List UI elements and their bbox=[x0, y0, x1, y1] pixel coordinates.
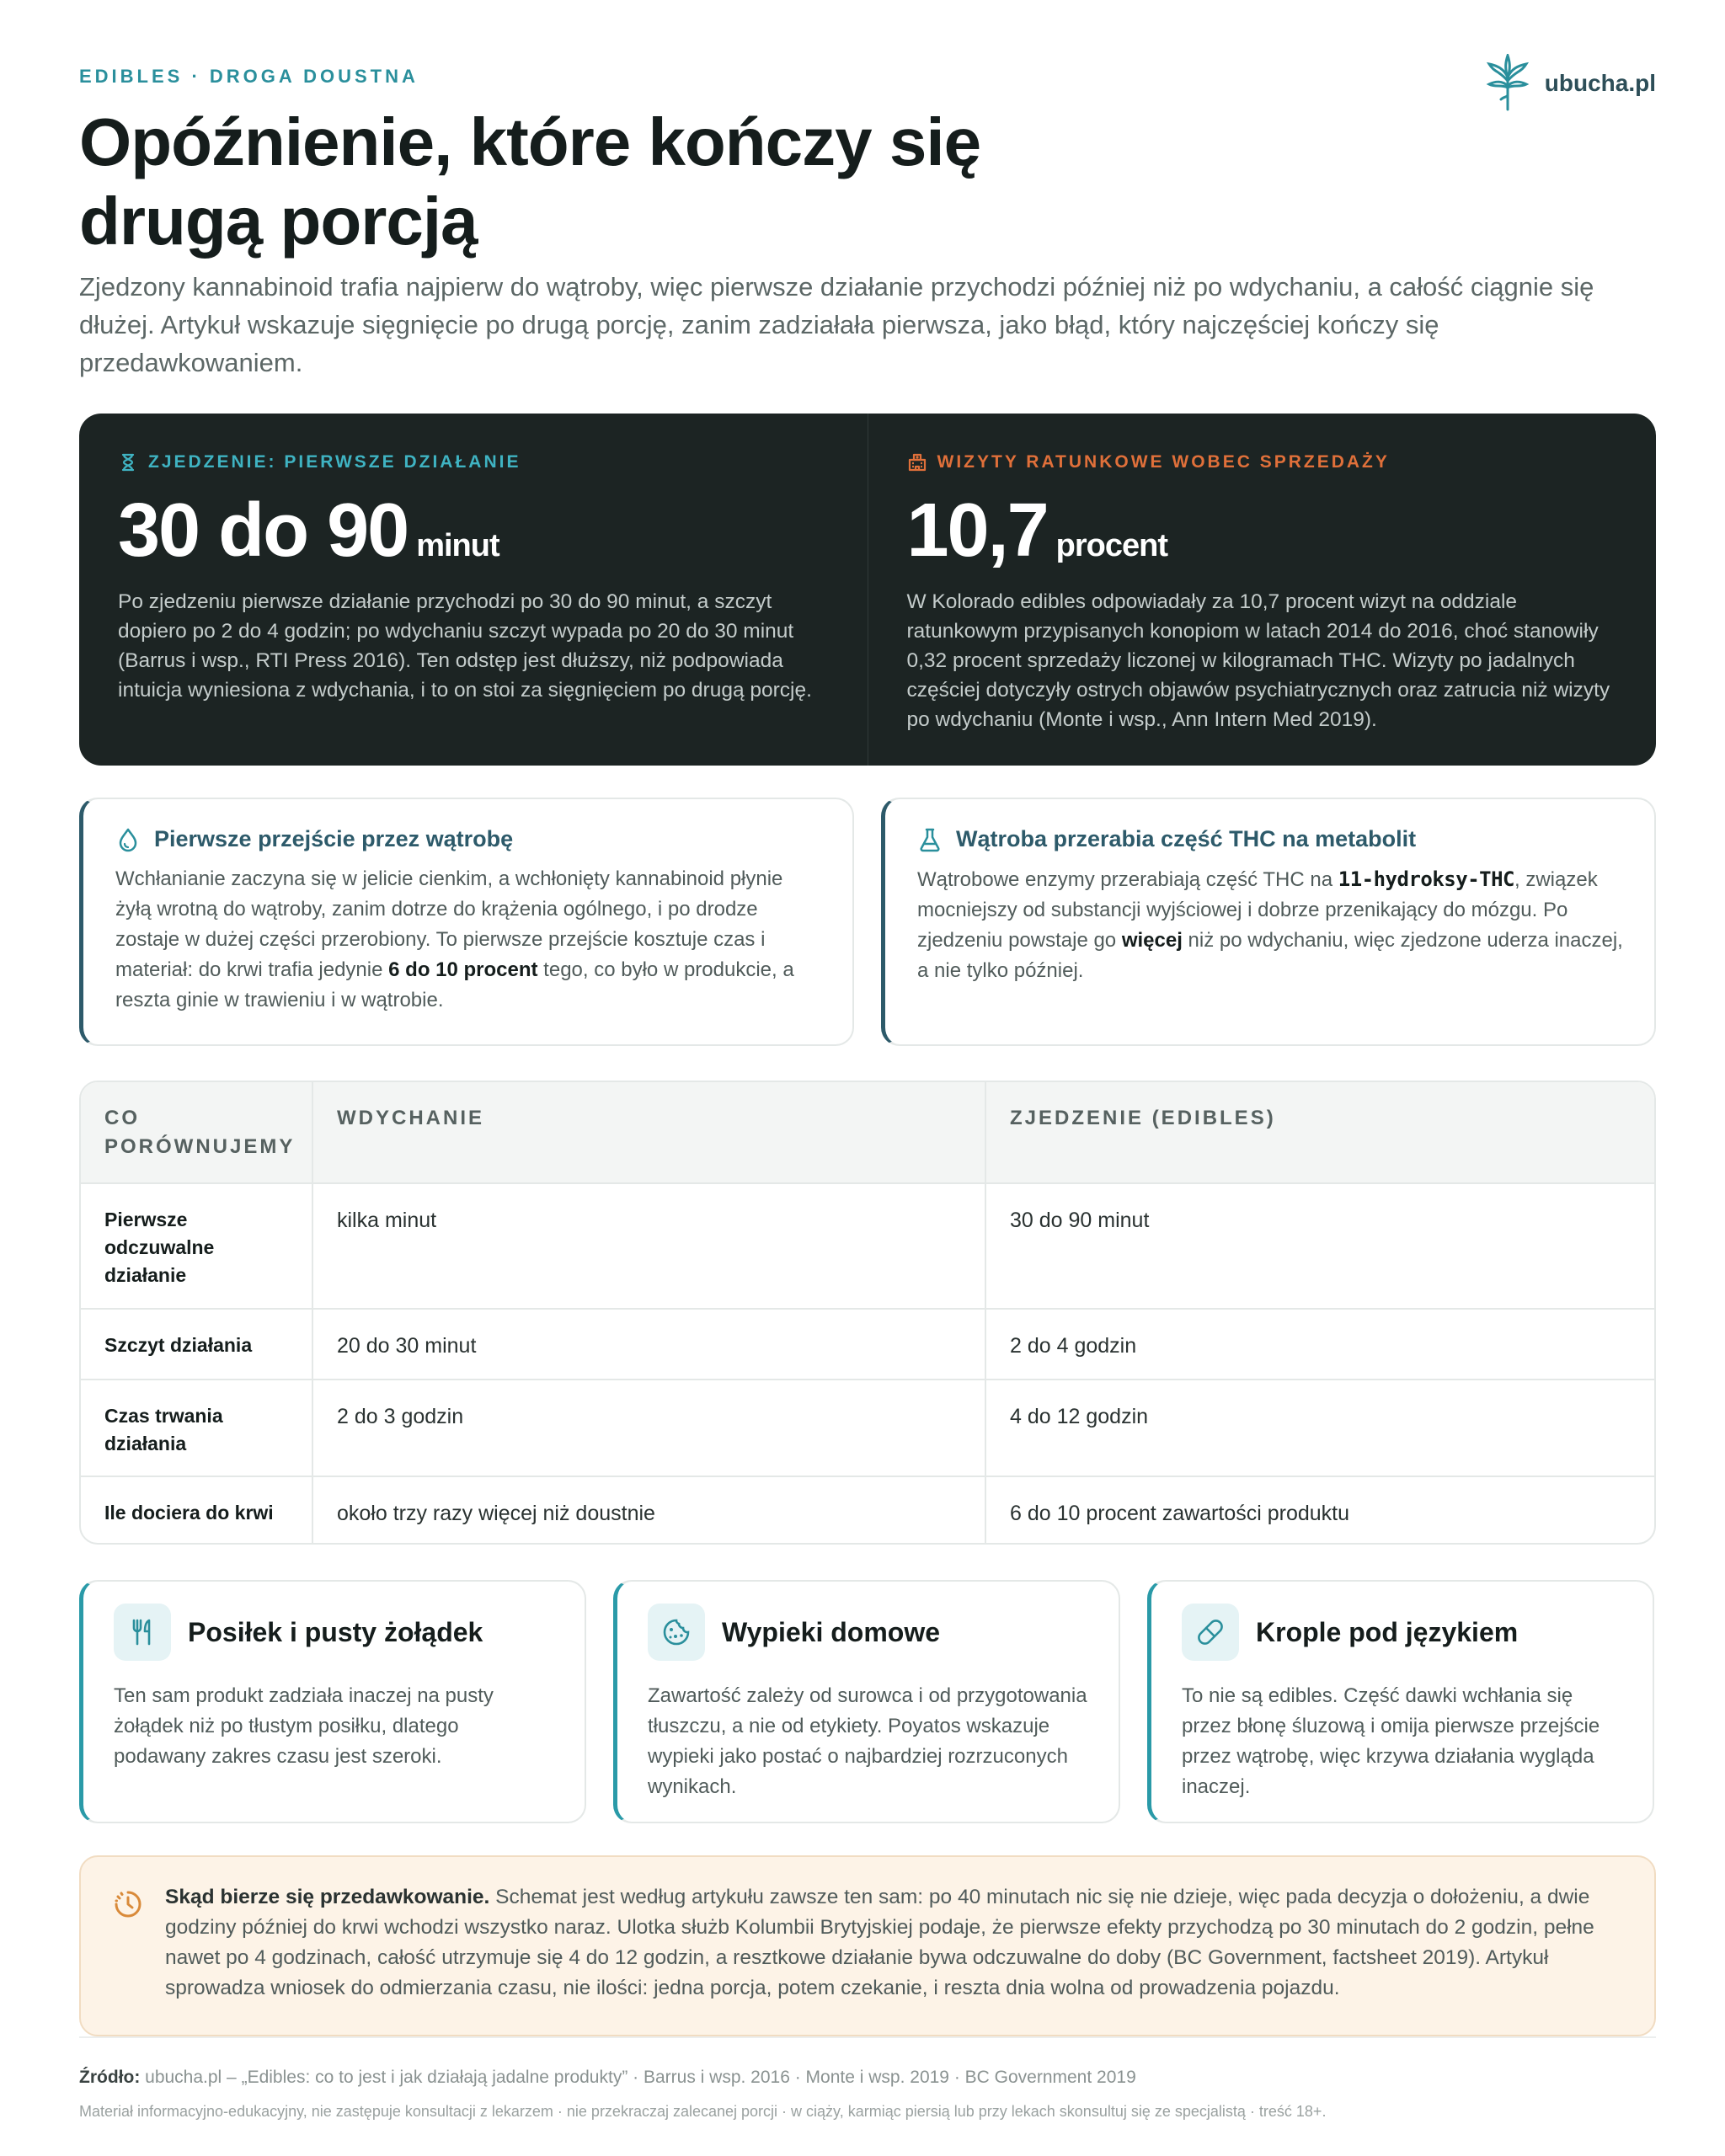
comparison-table bbox=[79, 1081, 1656, 1545]
source-label: Źródło: bbox=[79, 2068, 141, 2087]
pill-icon bbox=[1195, 1617, 1226, 1647]
table-row bbox=[81, 1308, 1654, 1379]
info-card-metabolite bbox=[881, 798, 1656, 1046]
cannabis-leaf-icon bbox=[1482, 54, 1533, 113]
info-card-body bbox=[115, 864, 822, 1016]
info-card-title-text: Wątroba przerabia część THC na metabolit bbox=[956, 826, 1417, 851]
brand-logo[interactable] bbox=[1482, 54, 1656, 113]
stat-onset-label-text: ZJEDZENIE: PIERWSZE DZIAŁANIE bbox=[148, 452, 521, 472]
stat-er-description: W Kolorado edibles odpowiadały za 10,7 procent wizyt na oddziale ratunkowym przypisanych konopiom w latach 2014 do 2016, choć stanowiły 0,32 procent sprzedaży liczonej w kilogramach THC. Wizyty po jadalnych częściej dotyczyły ostrych objawów psychiatrycznych oraz zatrucia niż wizyty po wdychaniu (Monte i wsp., Ann Intern Med 2019). bbox=[906, 590, 1610, 731]
feature-icon-box bbox=[114, 1604, 171, 1661]
feature-card-meal bbox=[79, 1580, 586, 1823]
table-row-label: Ile dociera do krwi bbox=[104, 1502, 274, 1524]
hospital-icon bbox=[907, 452, 927, 472]
table-cell: kilka minut bbox=[312, 1184, 985, 1308]
info-text-highlight: 11-hydroksy-THC bbox=[1338, 867, 1514, 891]
info-text-part: niż po wdychaniu, więc zjedzone uderza inaczej, a nie tylko później. bbox=[917, 929, 1623, 982]
table-row-label: Szczyt działania bbox=[104, 1334, 253, 1356]
feature-card-title: Posiłek i pusty żołądek bbox=[188, 1616, 483, 1647]
flask-icon bbox=[917, 827, 943, 852]
feature-card-header bbox=[114, 1604, 554, 1661]
title-line-1: Opóźnienie, które kończy się bbox=[79, 104, 981, 179]
clock-icon bbox=[111, 1887, 145, 1921]
callout-heading: Skąd bierze się przedawkowanie. bbox=[165, 1886, 490, 1908]
feature-card-title: Krople pod językiem bbox=[1256, 1616, 1519, 1647]
source-text: ubucha.pl – „Edibles: co to jest i jak działają jadalne produkty” · Barrus i wsp. 2016 · Monte i wsp. 2019 · BC Government 2019 bbox=[140, 2068, 1136, 2087]
feature-card-baked-goods bbox=[613, 1580, 1120, 1823]
feature-card-text: Ten sam produkt zadziała inaczej na pusty żołądek niż po tłustym posiłku, dlatego podawany zakres czasu jest szeroki. bbox=[114, 1684, 494, 1768]
feature-card-header bbox=[648, 1604, 1088, 1661]
table-header-cell: WDYCHANIE bbox=[312, 1082, 985, 1182]
callout-body: Schemat jest według artykułu zawsze ten sam: po 40 minutach nic się nie dzieje, więc pada decyzja o dołożeniu, a dwie godziny później do krwi wchodzi wszystko naraz. Ulotka służb Kolumbii Brytyjskiej podaje, że pierwsze efekty przychodzą po 30 minutach do 2 godzin, pełne nawet po 4 godzinach, całość utrzymuje się 4 do 12 godzin, a resztkowe działanie bywa odczuwalne do doby (BC Government, factsheet 2019). Artykuł sprowadza wniosek do odmierzania czasu, nie ilości: jedna porcja, potem czekanie, i reszta dnia wolna od prowadzenia pojazdu. bbox=[165, 1886, 1594, 1999]
feature-card-text: To nie są edibles. Część dawki wchłania się przez błonę śluzową i omija pierwsze przejście przez wątrobę, więc krzywa działania wygląda inaczej. bbox=[1182, 1684, 1600, 1798]
overdose-callout bbox=[79, 1855, 1656, 2036]
info-text-part: Wątrobowe enzymy przerabiają część THC na bbox=[917, 868, 1338, 891]
table-header-cell: CO PORÓWNUJEMY bbox=[104, 1107, 296, 1158]
table-header-row bbox=[81, 1082, 1654, 1182]
cookie-icon bbox=[661, 1617, 692, 1647]
stat-onset-description: Po zjedzeniu pierwsze działanie przychodzi po 30 do 90 minut, a szczyt dopiero po 2 do 4 godzin; po wdychaniu szczyt wypada po 20 do 30 minut (Barrus i wsp., RTI Press 2016). Ten odstęp jest dłuższy, niż podpowiada intuicja wyniesiona z wdychania, i to on stoi za sięgnięciem po drugą porcję. bbox=[118, 590, 812, 702]
fork-knife-icon bbox=[127, 1617, 158, 1647]
table-row-label: Czas trwania działania bbox=[104, 1405, 223, 1454]
table-row bbox=[81, 1182, 1654, 1308]
table-row bbox=[81, 1476, 1654, 1545]
feature-card-title: Wypieki domowe bbox=[722, 1616, 941, 1647]
table-row bbox=[81, 1379, 1654, 1476]
stat-onset-unit: minut bbox=[416, 528, 499, 563]
stat-onset-value bbox=[118, 488, 829, 573]
table-cell: 2 do 4 godzin bbox=[985, 1310, 1654, 1379]
info-card-title bbox=[115, 826, 822, 852]
table-cell: 2 do 3 godzin bbox=[312, 1380, 985, 1476]
brand-name: ubucha.pl bbox=[1544, 70, 1656, 96]
info-card-body bbox=[917, 864, 1624, 986]
stat-onset-number: 30 do 90 bbox=[118, 488, 409, 573]
table-cell: 20 do 30 minut bbox=[312, 1310, 985, 1379]
feature-icon-box bbox=[648, 1604, 705, 1661]
feature-icon-box bbox=[1182, 1604, 1239, 1661]
source-line bbox=[79, 2068, 1136, 2088]
stat-onset bbox=[79, 414, 868, 766]
table-cell: około trzy razy więcej niż doustnie bbox=[312, 1477, 985, 1545]
stat-er-label bbox=[907, 452, 1618, 472]
feature-card-text: Zawartość zależy od surowca i od przygotowania tłuszczu, a nie od etykiety. Poyatos wskazuje wypieki jako postać o najbardziej rozrzuconych wynikach. bbox=[648, 1684, 1087, 1798]
drop-icon bbox=[115, 827, 141, 852]
info-text-part: tego, co było w produkcie, a reszta ginie w trawieniu i w wątrobie. bbox=[115, 958, 794, 1011]
stat-er-label-text: WIZYTY RATUNKOWE WOBEC SPRZEDAŻY bbox=[937, 452, 1390, 472]
info-card-first-pass bbox=[79, 798, 854, 1046]
lede-paragraph: Zjedzony kannabinoid trafia najpierw do wątroby, więc pierwsze działanie przychodzi później niż po wdychaniu, a całość ciągnie się dłużej. Artykuł wskazuje sięgnięcie po drugą porcję, zanim zadziałała pierwsza, jako błąd, który najczęściej kończy się przedawkowaniem. bbox=[79, 272, 1594, 377]
table-cell: 4 do 12 godzin bbox=[985, 1380, 1654, 1476]
footer-divider bbox=[79, 2036, 1656, 2038]
info-text-part: , związek mocniejszy od substancji wyjściowej i dobrze przenikający do mózgu. Po zjedzeniu powstaje go bbox=[917, 868, 1598, 952]
stats-panel bbox=[79, 414, 1656, 766]
stat-onset-label bbox=[118, 452, 829, 472]
table-header-cell: ZJEDZENIE (EDIBLES) bbox=[985, 1082, 1654, 1182]
info-card-title bbox=[917, 826, 1624, 852]
feature-card-header bbox=[1182, 1604, 1622, 1661]
stat-er-value bbox=[906, 488, 1618, 573]
stat-er-unit: procent bbox=[1055, 528, 1168, 563]
info-card-title-text: Pierwsze przejście przez wątrobę bbox=[154, 826, 514, 851]
eyebrow-label: EDIBLES · DROGA DOUSTNA bbox=[79, 66, 419, 87]
info-text-part: Wchłanianie zaczyna się w jelicie cienkim, a wchłonięty kannabinoid płynie żyłą wrotną do wątroby, zanim dotrze do krążenia ogólnego, i po drodze zostaje w dużej części przerobiony. To pierwsze przejście kosztuje czas i materiał: do krwi trafia jedynie bbox=[115, 867, 783, 981]
page bbox=[79, 0, 1656, 2156]
disclaimer: Materiał informacyjno-edukacyjny, nie zastępuje konsultacji z lekarzem · nie przekraczaj zalecanej porcji · w ciąży, karmiąc piersią lub przy lekach skonsultuj się ze specjalistą · treść 18+. bbox=[79, 2103, 1327, 2120]
callout-text bbox=[165, 1882, 1624, 2004]
table-row-label: Pierwsze odczuwalne działanie bbox=[104, 1209, 215, 1286]
hourglass-icon bbox=[118, 452, 138, 472]
info-text-highlight: 6 do 10 procent bbox=[388, 958, 538, 981]
info-text-highlight: więcej bbox=[1121, 929, 1183, 952]
table-cell: 6 do 10 procent zawartości produktu bbox=[985, 1477, 1654, 1545]
title-line-2: drugą porcją bbox=[79, 184, 478, 259]
stat-er-number: 10,7 bbox=[906, 488, 1048, 573]
page-title bbox=[79, 103, 1174, 261]
feature-card-sublingual bbox=[1147, 1580, 1654, 1823]
stat-er-visits bbox=[868, 414, 1657, 766]
table-cell: 30 do 90 minut bbox=[985, 1184, 1654, 1308]
